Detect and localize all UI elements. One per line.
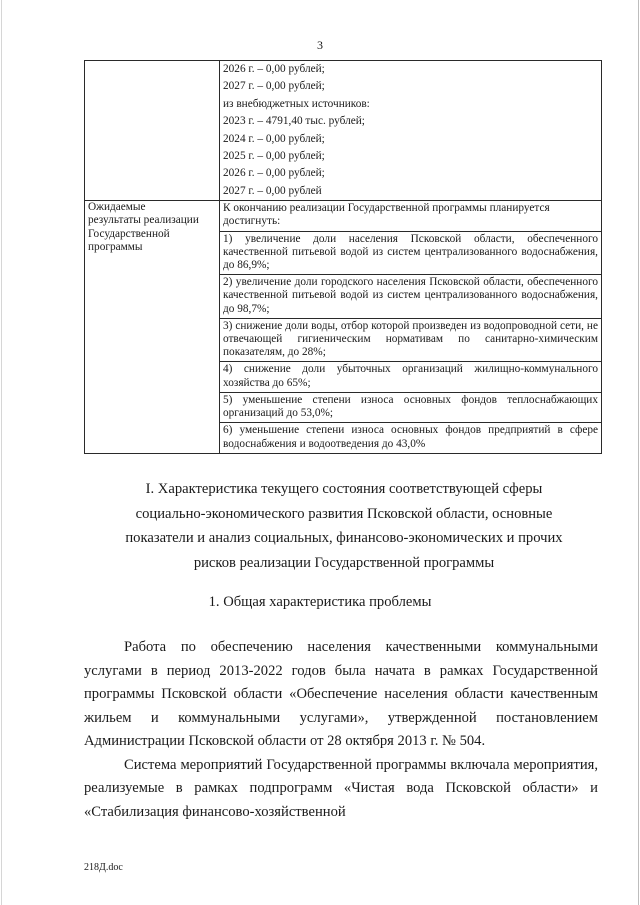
results-label-line: Государственной	[88, 227, 170, 240]
funding-line: 2027 г. – 0,00 рублей	[223, 184, 322, 197]
section-heading	[90, 477, 598, 576]
funding-line: 2026 г. – 0,00 рублей;	[223, 167, 325, 180]
body-paragraph: Работа по обеспечению населения качественными коммунальными услугами в период 2013-2022 годов была начата в рамках Государственной программы Псковской области «Обеспечение населения области качественным жильем и коммунальными услугами», утвержденной постановлением Администрации Псковской области от 28 октября 2013 г. № 504.	[84, 639, 598, 749]
result-item: 2) увеличение доли городского населения Псковской области, обеспеченного качественной питьевой водой из систем централизованного водоснабжения, до 98,7%;	[220, 274, 601, 318]
section-heading-line: I. Характеристика текущего состояния соответствующей сферы	[145, 481, 543, 497]
table-row-funding	[85, 61, 602, 201]
funding-line: 2023 г. – 4791,40 тыс. рублей;	[223, 115, 365, 128]
funding-line: 2024 г. – 0,00 рублей;	[223, 132, 325, 145]
body-paragraph: Система мероприятий Государственной программы включала мероприятия, реализуемые в рамках подпрограмм «Чистая вода Псковской области» и «Стабилизация финансово-хозяйственной	[84, 756, 598, 820]
result-item: 4) снижение доли убыточных организаций жилищно-коммунального хозяйства до 65%;	[220, 361, 601, 391]
page-number: 3	[317, 38, 323, 52]
results-label-line: Ожидаемые	[88, 201, 146, 214]
result-item: 6) уменьшение степени износа основных фондов предприятий в сфере водоснабжения и водоотведения до 43,0%	[220, 422, 601, 452]
scan-edge-left	[1, 0, 2, 905]
result-item: 3) снижение доли воды, отбор которой произведен из водопроводной сети, не отвечающей гигиеническим нормативам по санитарно-химическим показателям, до 28%;	[220, 318, 601, 362]
results-intro: К окончанию реализации Государственной программы планируется достигнуть:	[223, 202, 550, 228]
section-heading-line: рисков реализации Государственной программы	[193, 555, 495, 572]
result-item: 1) увеличение доли населения Псковской области, обеспеченного качественной питьевой водой из систем централизованного водоснабжения, до 86,9%;	[220, 231, 601, 275]
section-heading-line: показатели и анализ социальных, финансово-экономических и прочих	[125, 530, 563, 547]
scan-edge-right	[638, 0, 639, 905]
funding-values-cell	[220, 61, 602, 201]
passport-table	[84, 60, 602, 454]
body-text	[84, 636, 598, 824]
table-row-results	[85, 201, 602, 453]
results-values-cell	[220, 201, 602, 453]
funding-line: 2027 г. – 0,00 рублей;	[223, 80, 325, 93]
funding-label-cell	[85, 61, 220, 201]
section-heading-line: социально-экономического развития Псковской области, основные	[135, 505, 553, 522]
subsection-heading: 1. Общая характеристика проблемы	[208, 594, 432, 610]
funding-line: 2025 г. – 0,00 рублей;	[223, 150, 325, 163]
funding-line: 2026 г. – 0,00 рублей;	[223, 63, 325, 75]
results-label-line: результаты реализации	[88, 214, 199, 227]
funding-line: из внебюджетных источников:	[223, 97, 370, 110]
results-label-line: программы	[88, 240, 143, 253]
results-label-cell	[85, 201, 220, 453]
result-item: 5) уменьшение степени износа основных фондов теплоснабжающих организаций до 53,0%;	[220, 392, 601, 422]
footer-filename: 218Д.doc	[84, 862, 123, 873]
